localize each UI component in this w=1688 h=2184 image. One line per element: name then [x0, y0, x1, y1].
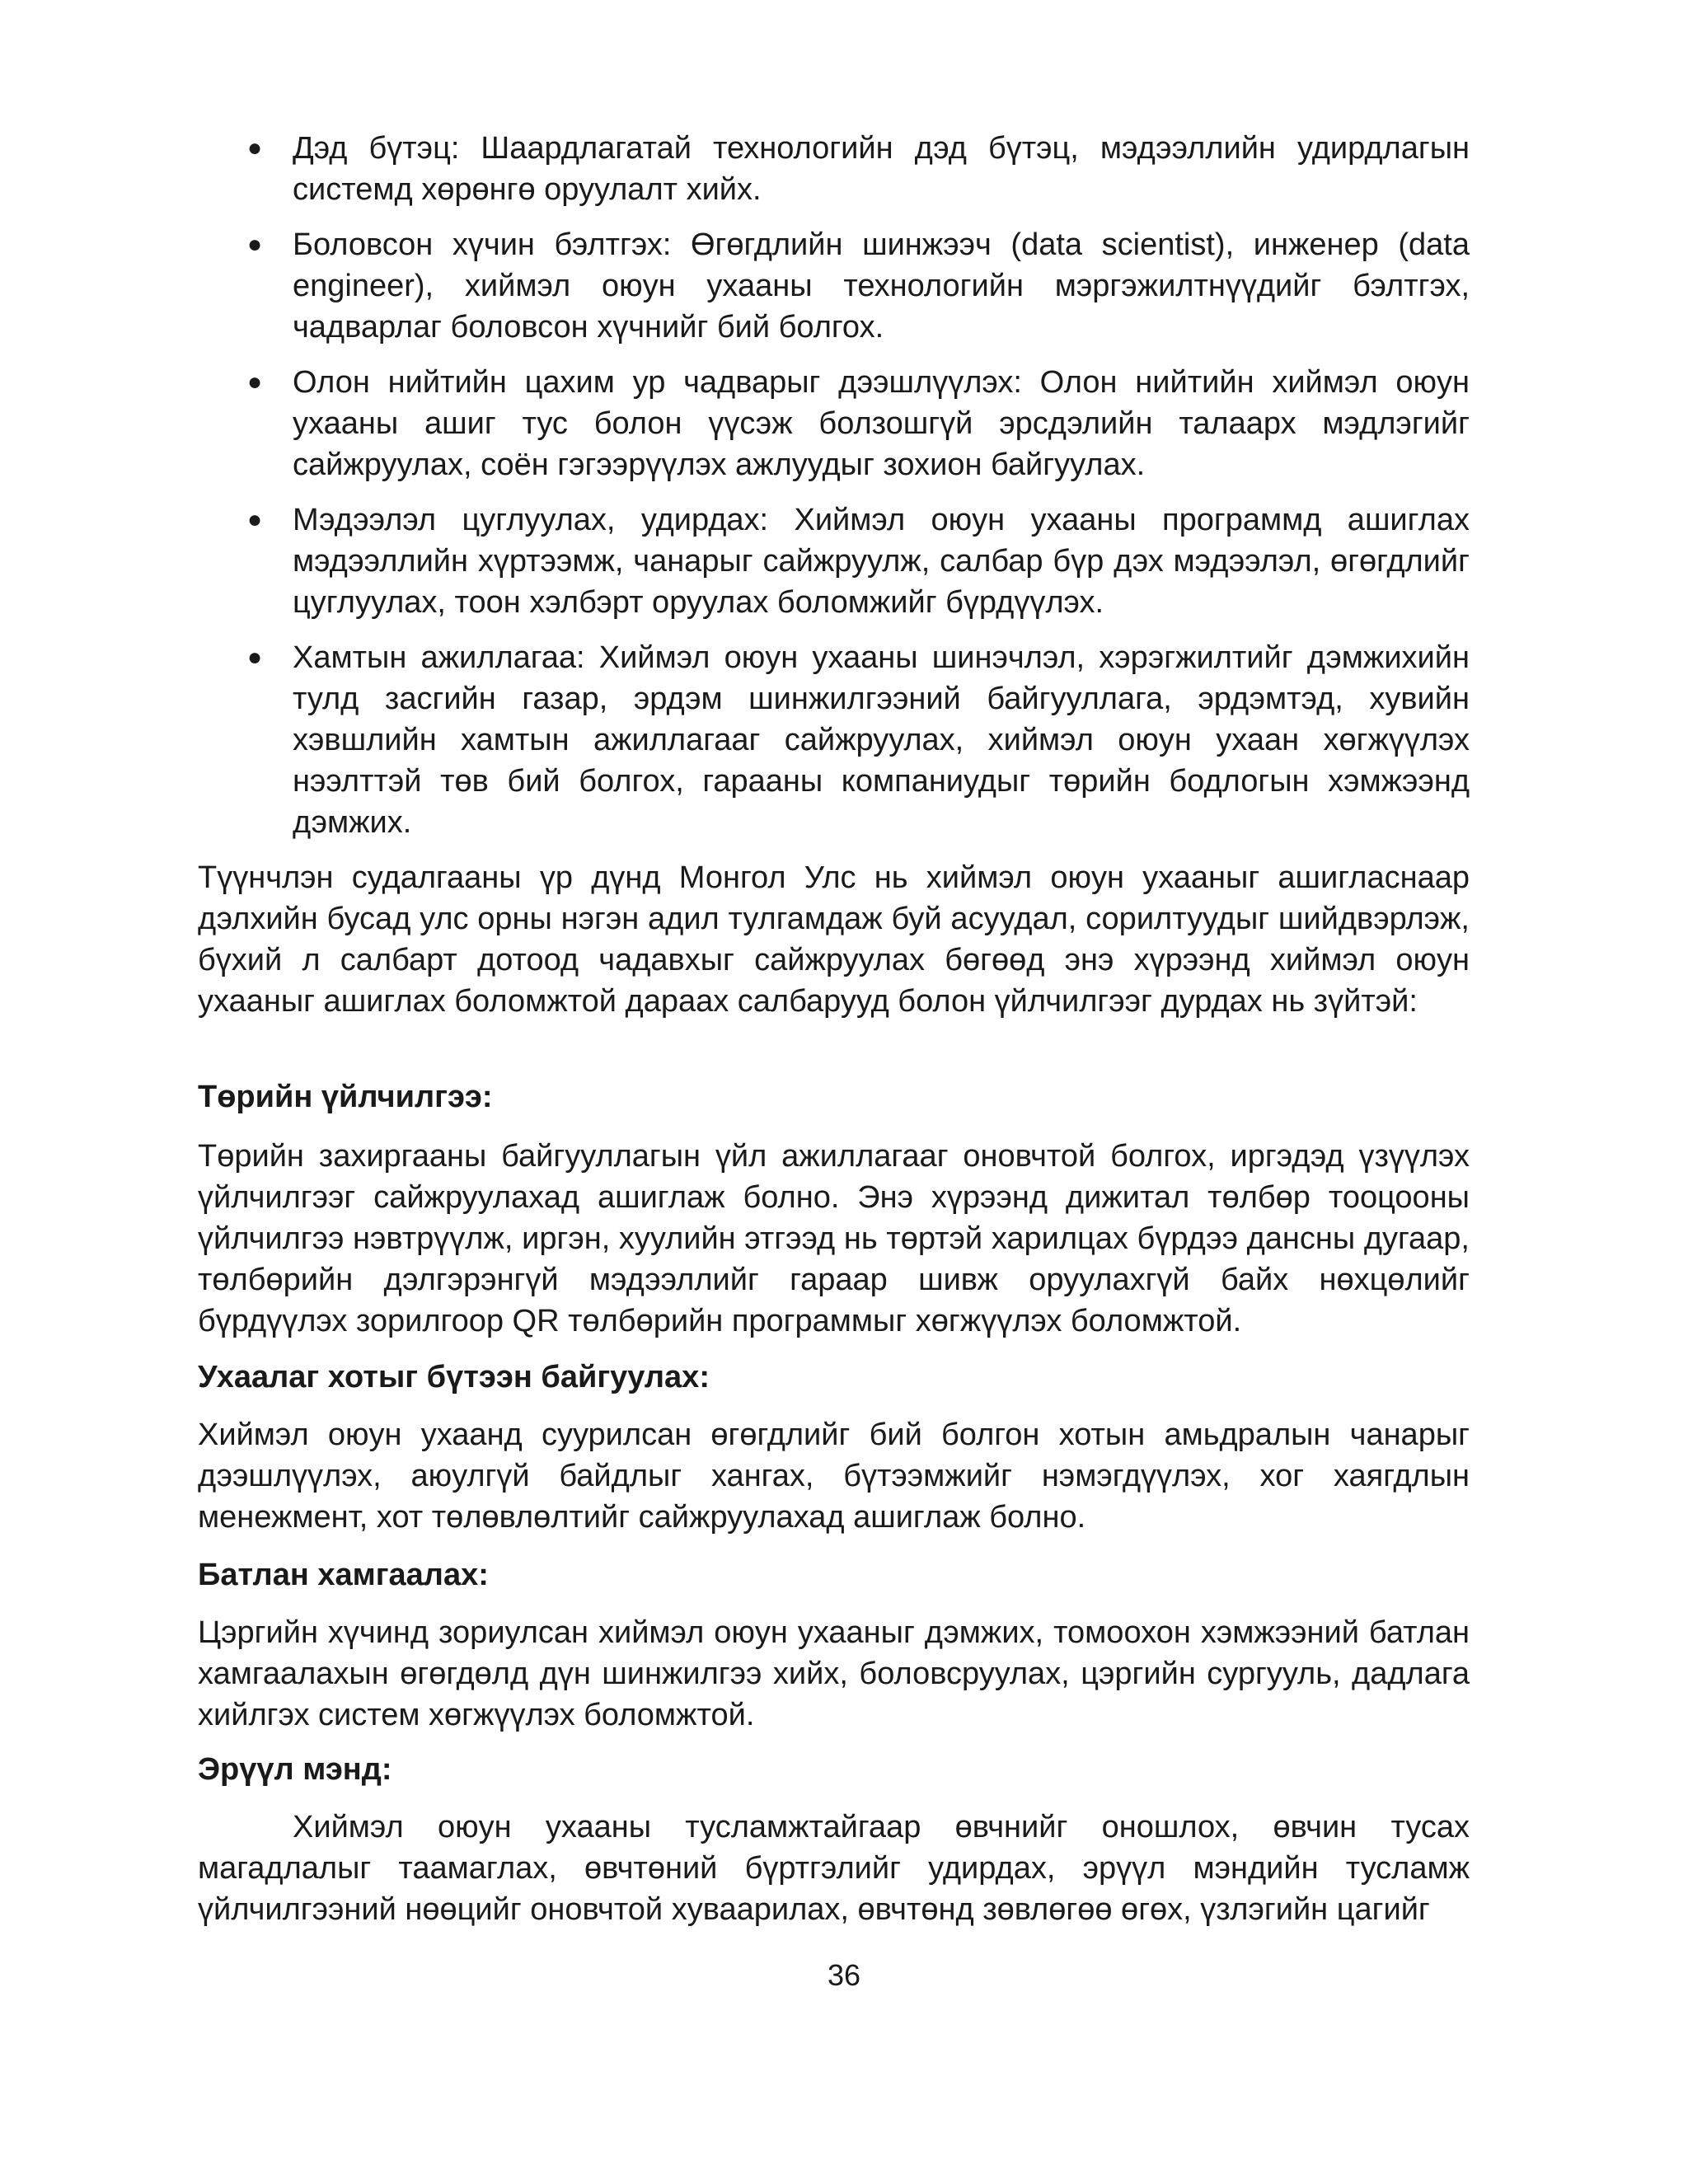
section-text-health: Хиймэл оюун ухааны тусламжтайгаар өвчнийг оношлох, өвчин тусах магадлалыг таамаглах, өвчтөний бүртгэлийг удирдах, эрүүл мэндийн тусламж үйлчилгээний нөөцийг оновчтой хуваарилах, өвчтөнд зөвлөгөө өгөх, үзлэгийн цагийг [198, 1810, 1470, 1927]
section-text-smart-city: Хиймэл оюун ухаанд суурилсан өгөгдлийг бий болгон хотын амьдралын чанарыг дээшлүүлэх, аюулгүй байдлыг хангах, бүтээмжийг нэмэгдүүлэх, хог хаягдлын менежмент, хот төлөвлөлтийг сайжруулахад ашиглаж болно. [198, 1418, 1470, 1535]
section-heading-defense: Батлан хамгаалах: [198, 1558, 489, 1592]
bullet-icon: ● [247, 506, 263, 533]
list-item [198, 637, 1470, 843]
bullet-icon: ● [247, 134, 263, 162]
list-item-text: Боловсон хүчин бэлтгэх: Өгөгдлийн шинжээч (data scientist), инженер (data engineer), хиймэл оюун ухааны технологийн мэргэжилтнүүдийг бэлтгэх, чадварлаг боловсон хүчнийг бий болгох. [293, 227, 1470, 344]
section-heading-public-service: Төрийн үйлчилгээ: [198, 1080, 493, 1114]
intro-paragraph: Түүнчлэн судалгааны үр дүнд Монгол Улс нь хиймэл оюун ухааныг ашигласнаар дэлхийн бусад улс орны нэгэн адил тулгамдаж буй асуудал, сорилтуудыг шийдвэрлэж, бүхий л салбарт дотоод чадавхыг сайжруулах бөгөөд энэ хүрээнд хиймэл оюун ухааныг ашиглах боломжтой дараах салбарууд болон үйлчилгээг дурдах нь зүйтэй: [198, 860, 1470, 1019]
list-item [198, 362, 1470, 485]
list-item-text: Олон нийтийн цахим ур чадварыг дээшлүүлэх: Олон нийтийн хиймэл оюун ухааны ашиг тус болон үүсэж болзошгүй эрсдэлийн талаарх мэдлэгийг сайжруулах, соён гэгээрүүлэх ажлуудыг зохион байгуулах. [293, 365, 1470, 482]
section-heading-health: Эрүүл мэнд: [198, 1752, 392, 1787]
bullet-list [198, 128, 1470, 843]
list-item-text: Мэдээлэл цуглуулах, удирдах: Хиймэл оюун ухааны программд ашиглах мэдээллийн хүртээмж, чанарыг сайжруулж, салбар бүр дэх мэдээлэл, өгөгдлийг цуглуулах, тоон хэлбэрт оруулах боломжийг бүрдүүлэх. [293, 503, 1470, 620]
list-item-text: Хамтын ажиллагаа: Хиймэл оюун ухааны шинэчлэл, хэрэгжилтийг дэмжихийн тулд засгийн газар, эрдэм шинжилгээний байгууллага, эрдэмтэд, хувийн хэвшлийн хамтын ажиллагааг сайжруулах, хиймэл оюун ухаан хөгжүүлэх нээлттэй төв бий болгох, гарааны компаниудыг төрийн бодлогын хэмжээнд дэмжих. [293, 640, 1470, 840]
list-item [198, 128, 1470, 210]
bullet-icon: ● [247, 368, 263, 396]
list-item-text: Дэд бүтэц: Шаардлагатай технологийн дэд бүтэц, мэдээллийн удирдлагын системд хөрөнгө оруулалт хийх. [293, 131, 1470, 207]
bullet-icon: ● [247, 231, 263, 258]
list-item [198, 499, 1470, 623]
section-heading-smart-city: Ухаалаг хотыг бүтээн байгуулах: [198, 1360, 710, 1394]
list-item [198, 224, 1470, 348]
page-number: 36 [827, 1958, 861, 1992]
section-text-defense: Цэргийн хүчинд зориулсан хиймэл оюун ухааныг дэмжих, томоохон хэмжээний батлан хамгаалахын өгөгдөлд дүн шинжилгээ хийх, боловсруулах, цэргийн сургууль, дадлага хийлгэх систем хөгжүүлэх боломжтой. [198, 1615, 1470, 1732]
section-text-public-service: Төрийн захиргааны байгууллагын үйл ажиллагааг оновчтой болгох, иргэдэд үзүүлэх үйлчилгээг сайжруулахад ашиглаж болно. Энэ хүрээнд дижитал төлбөр тооцооны үйлчилгээ нэвтрүүлж, иргэн, хуулийн этгээд нь төртэй харилцах бүрдээ дансны дугаар, төлбөрийн дэлгэрэнгүй мэдээллийг гараар шивж оруулахгүй байх нөхцөлийг бүрдүүлэх зорилгоор QR төлбөрийн программыг хөгжүүлэх боломжтой. [198, 1139, 1470, 1338]
bullet-icon: ● [247, 644, 263, 671]
